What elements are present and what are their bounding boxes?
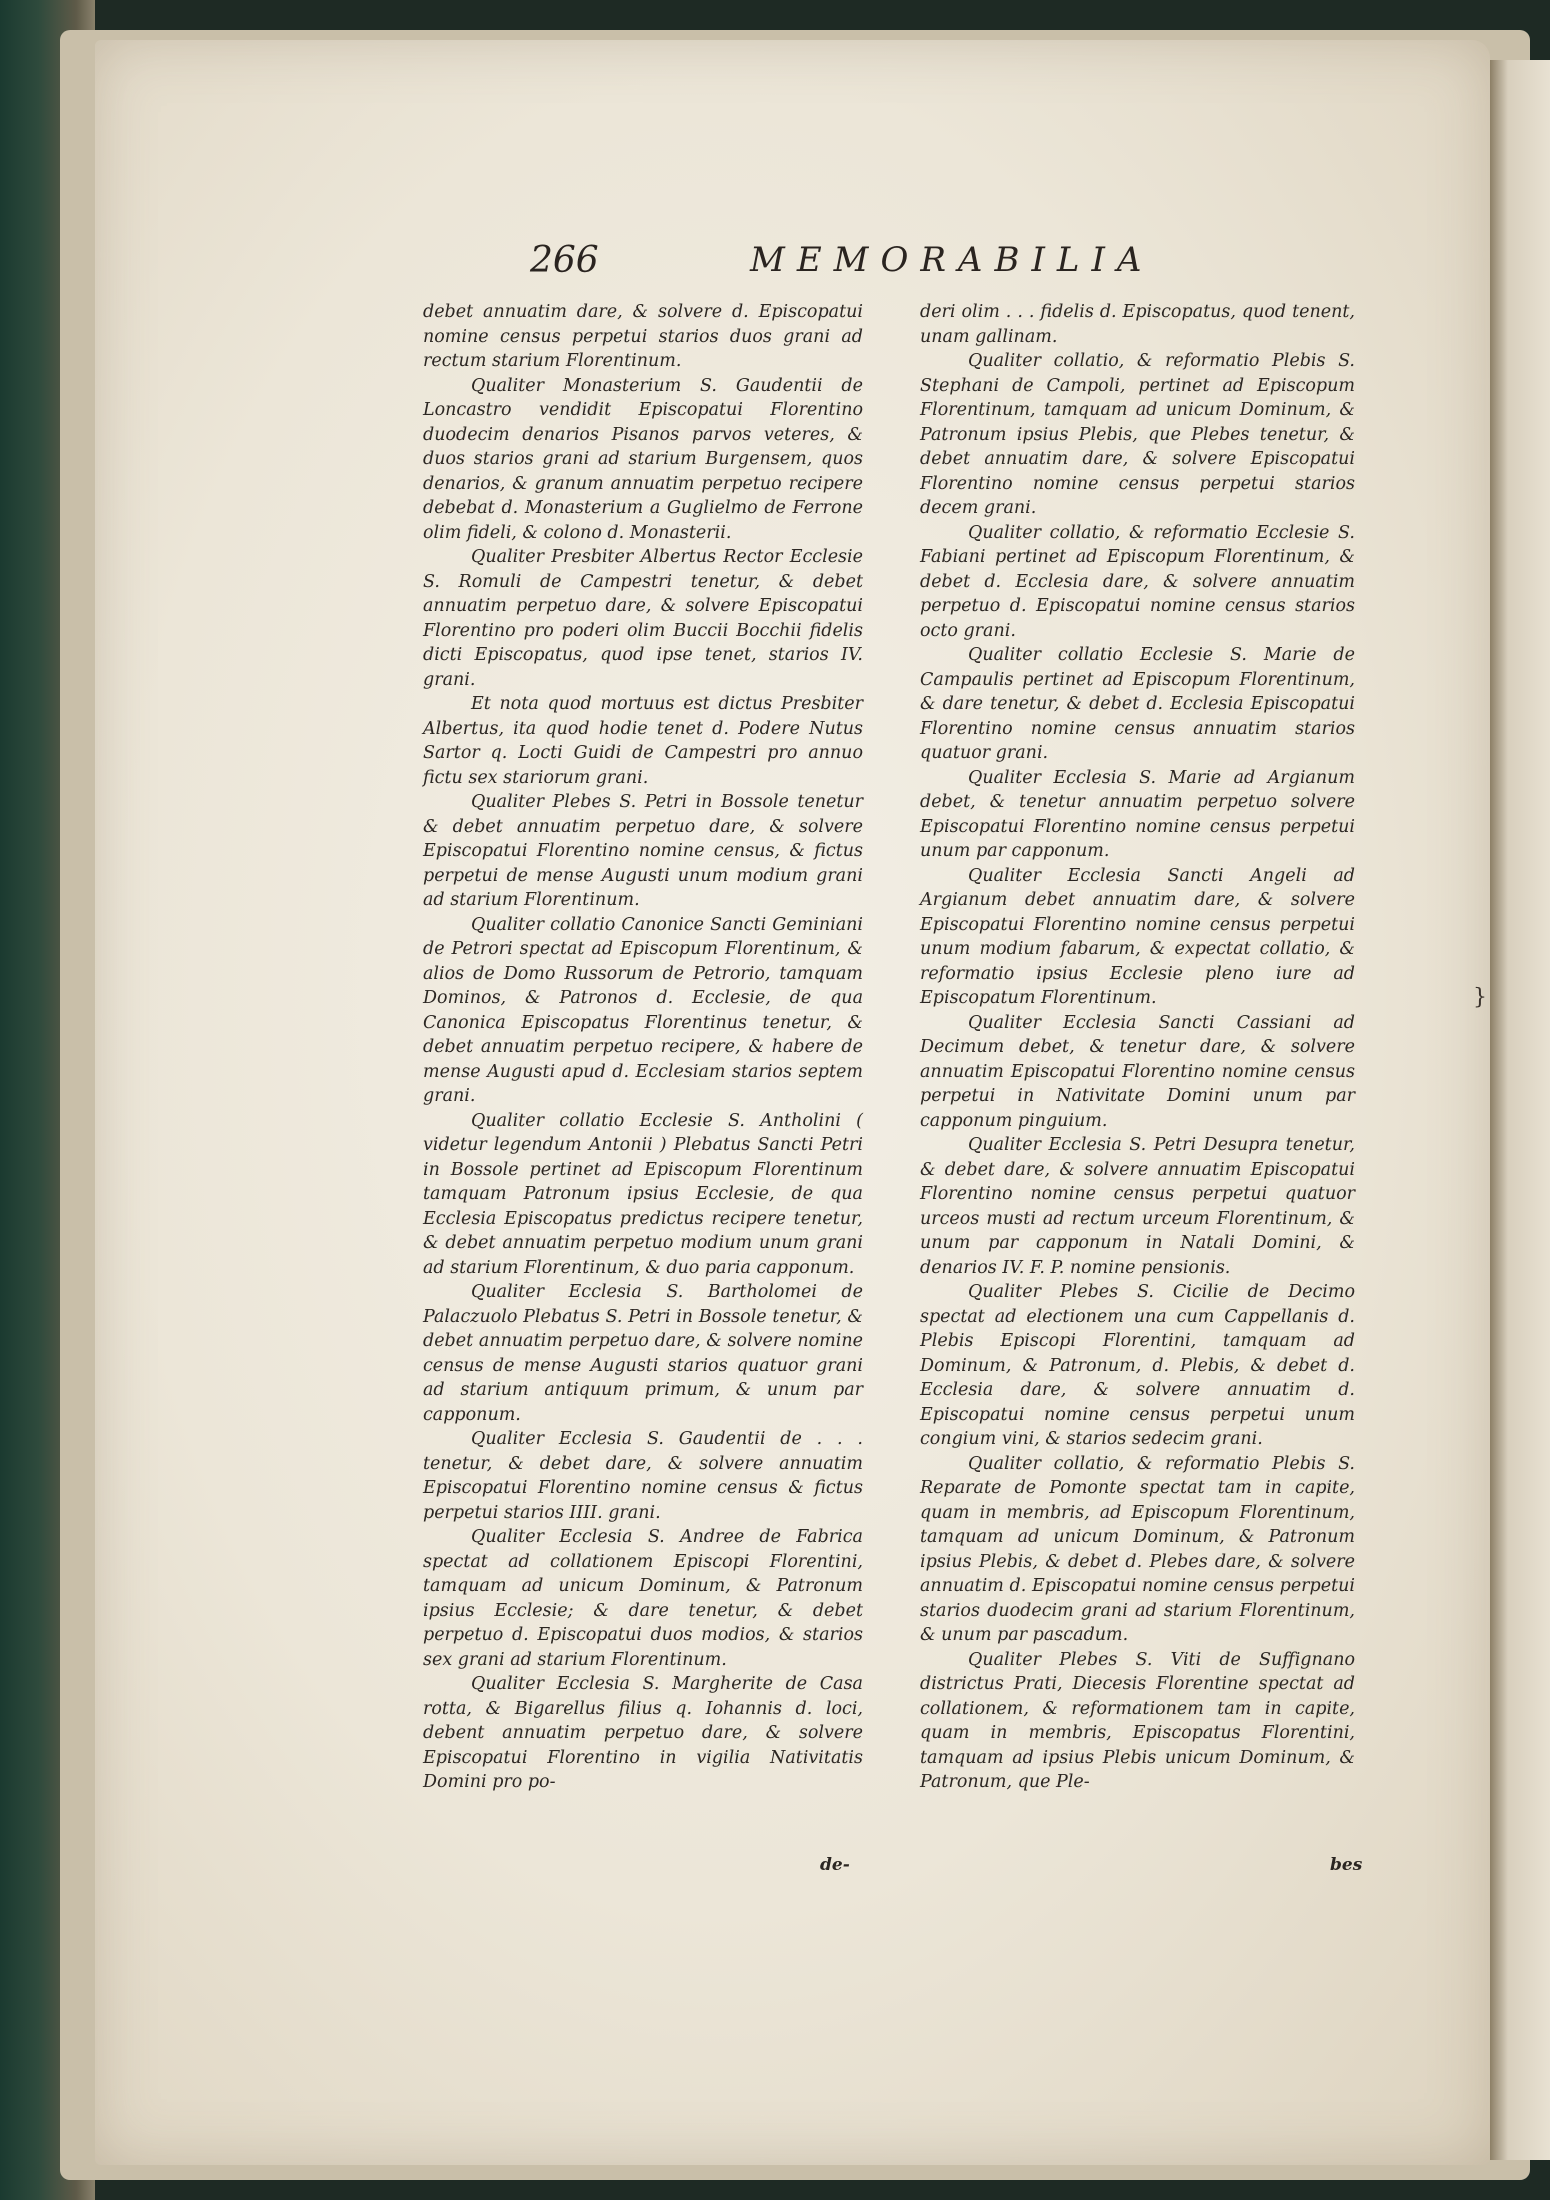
running-head: MEMORABILIA xyxy=(750,240,1154,280)
page-header xyxy=(420,240,1320,300)
paragraph: Qualiter Ecclesia S. Marie ad Argianum debet, & tenetur annuatim perpetuo solvere Episcopatui Florentino nomine census perpetui unum par capponum. xyxy=(920,767,1355,861)
paragraph: Qualiter collatio Canonice Sancti Geminiani de Petrori spectat ad Episcopum Florentinum, & alios de Domo Russorum de Petrorio, tamquam Dominos, & Patronos d. Ecclesie, de qua Canonica Episcopatus Florentinus tenetur, & debet annuatim perpetuo recipere, & habere de mense Augusti apud d. Ecclesiam starios septem grani. xyxy=(423,914,863,1106)
paragraph: Qualiter Ecclesia S. Gaudentii de . . . tenetur, & debet dare, & solvere annuatim Episcopatui Florentino nomine census & fictus perpetui starios IIII. grani. xyxy=(423,1429,863,1523)
left-column xyxy=(423,300,863,1795)
right-column xyxy=(920,300,1355,1795)
facing-page-edge xyxy=(1490,60,1550,2160)
paragraph: Qualiter collatio, & reformatio Plebis S. Stephani de Campoli, pertinet ad Episcopum Florentinum, tamquam ad unicum Dominum, & Patronum ipsius Plebis, que Plebes tenetur, & debet annuatim dare, & solvere Episcopatui Florentino nomine census perpetui starios decem grani. xyxy=(920,351,1355,518)
catchword-left: de- xyxy=(820,1855,850,1875)
paragraph: Qualiter collatio Ecclesie S. Antholini ( videtur legendum Antonii ) Plebatus Sancti Petri in Bossole pertinet ad Episcopum Florentinum tamquam Patronum ipsius Ecclesie, de qua Ecclesia Episcopatus predictus recipere tenetur, & debet annuatim perpetuo modium unum grani ad starium Florentinum, & duo paria capponum. xyxy=(423,1110,863,1278)
paragraph: Qualiter Presbiter Albertus Rector Ecclesie S. Romuli de Campestri tenetur, & debet annuatim perpetuo dare, & solvere Episcopatui Florentino pro poderi olim Buccii Bocchii fidelis dicti Episcopatus, quod ipse tenet, starios IV. grani. xyxy=(423,547,863,690)
paragraph: Qualiter Ecclesia Sancti Angeli ad Argianum debet annuatim dare, & solvere Episcopatui Florentino nomine census perpetui unum modium fabarum, & expectat collatio, & reformatio ipsius Ecclesie pleno iure ad Episcopatum Florentinum. xyxy=(920,865,1355,1008)
paragraph: Qualiter Ecclesia S. Margherite de Casa rotta, & Bigarellus filius q. Iohannis d. loci, debent annuatim perpetuo dare, & solvere Episcopatui Florentino in vigilia Nativitatis Domini pro po- xyxy=(423,1674,863,1792)
paragraph: Qualiter collatio Ecclesie S. Marie de Campaulis pertinet ad Episcopum Florentinum, & dare tenetur, & debet d. Ecclesia Episcopatui Florentino nomine census annuatim starios quatuor grani. xyxy=(920,645,1355,763)
paragraph: debet annuatim dare, & solvere d. Episcopatui nomine census perpetui starios duos grani ad rectum starium Florentinum. xyxy=(423,302,863,371)
paragraph: Qualiter collatio, & reformatio Ecclesie S. Fabiani pertinet ad Episcopum Florentinum, & debet d. Ecclesia dare, & solvere annuatim perpetuo d. Episcopatui nomine census starios octo grani. xyxy=(920,522,1355,641)
paragraph: Qualiter Plebes S. Cicilie de Decimo spectat ad electionem una cum Cappellanis d. Plebis Episcopi Florentini, tamquam ad Dominum, & Patronum, d. Plebis, & debet d. Ecclesia dare, & solvere annuatim d. Episcopatui nomine census perpetui unum congium vini, & starios sedecim grani. xyxy=(920,1282,1355,1449)
paragraph: Qualiter Monasterium S. Gaudentii de Loncastro vendidit Episcopatui Florentino duodecim denarios Pisanos parvos veteres, & duos starios grani ad starium Burgensem, quos denarios, & granum annuatim perpetuo recipere debebat d. Monasterium a Guglielmo de Ferrone olim fideli, & colono d. Monasterii. xyxy=(423,375,863,543)
paragraph: Et nota quod mortuus est dictus Presbiter Albertus, ita quod hodie tenet d. Podere Nutus Sartor q. Locti Guidi de Campestri pro annuo fictu sex stariorum grani. xyxy=(423,694,863,788)
paragraph: Qualiter Plebes S. Viti de Suffignano districtus Prati, Diecesis Florentine spectat ad collationem, & reformationem tam in capite, quam in membris, Episcopatus Florentini, tamquam ad ipsius Plebis unicum Dominum, & Patronum, que Ple- xyxy=(920,1649,1355,1792)
paragraph: Qualiter Ecclesia S. Petri Desupra tenetur, & debet dare, & solvere annuatim Episcopatui Florentino nomine census perpetui quatuor urceos musti ad rectum urceum Florentinum, & unum par capponum in Natali Domini, & denarios IV. F. P. nomine pensionis. xyxy=(920,1135,1355,1278)
paragraph: Qualiter Ecclesia Sancti Cassiani ad Decimum debet, & tenetur dare, & solvere annuatim Episcopatui Florentino nomine census perpetui in Nativitate Domini unum par capponum pinguium. xyxy=(920,1012,1355,1131)
page-number: 266 xyxy=(530,240,599,281)
catchword-right: bes xyxy=(1330,1855,1363,1875)
paragraph: Qualiter Ecclesia S. Andree de Fabrica spectat ad collationem Episcopi Florentini, tamquam ad unicum Dominum, & Patronum ipsius Ecclesie; & dare tenetur, & debet perpetuo d. Episcopatui duos modios, & starios sex grani ad starium Florentinum. xyxy=(423,1527,863,1670)
paragraph: Qualiter collatio, & reformatio Plebis S. Reparate de Pomonte spectat tam in capite, quam in membris, ad Episcopum Florentinum, tamquam ad unicum Dominum, & Patronum ipsius Plebis, & debet d. Plebes dare, & solvere annuatim d. Episcopatui nomine census perpetui starios duodecim grani ad starium Florentinum, & unum par pascadum. xyxy=(920,1453,1355,1645)
paragraph: deri olim . . . fidelis d. Episcopatus, quod tenent, unam gallinam. xyxy=(920,302,1355,347)
margin-bracket-mark: } xyxy=(1473,985,1487,1010)
paragraph: Qualiter Ecclesia S. Bartholomei de Palaczuolo Plebatus S. Petri in Bossole tenetur, & debet annuatim perpetuo dare, & solvere nomine census de mense Augusti starios quatuor grani ad starium antiquum primum, & unum par capponum. xyxy=(423,1282,863,1425)
paragraph: Qualiter Plebes S. Petri in Bossole tenetur & debet annuatim perpetuo dare, & solvere Episcopatui Florentino nomine census, & fictus perpetui de mense Augusti unum modium grani ad starium Florentinum. xyxy=(423,792,863,910)
